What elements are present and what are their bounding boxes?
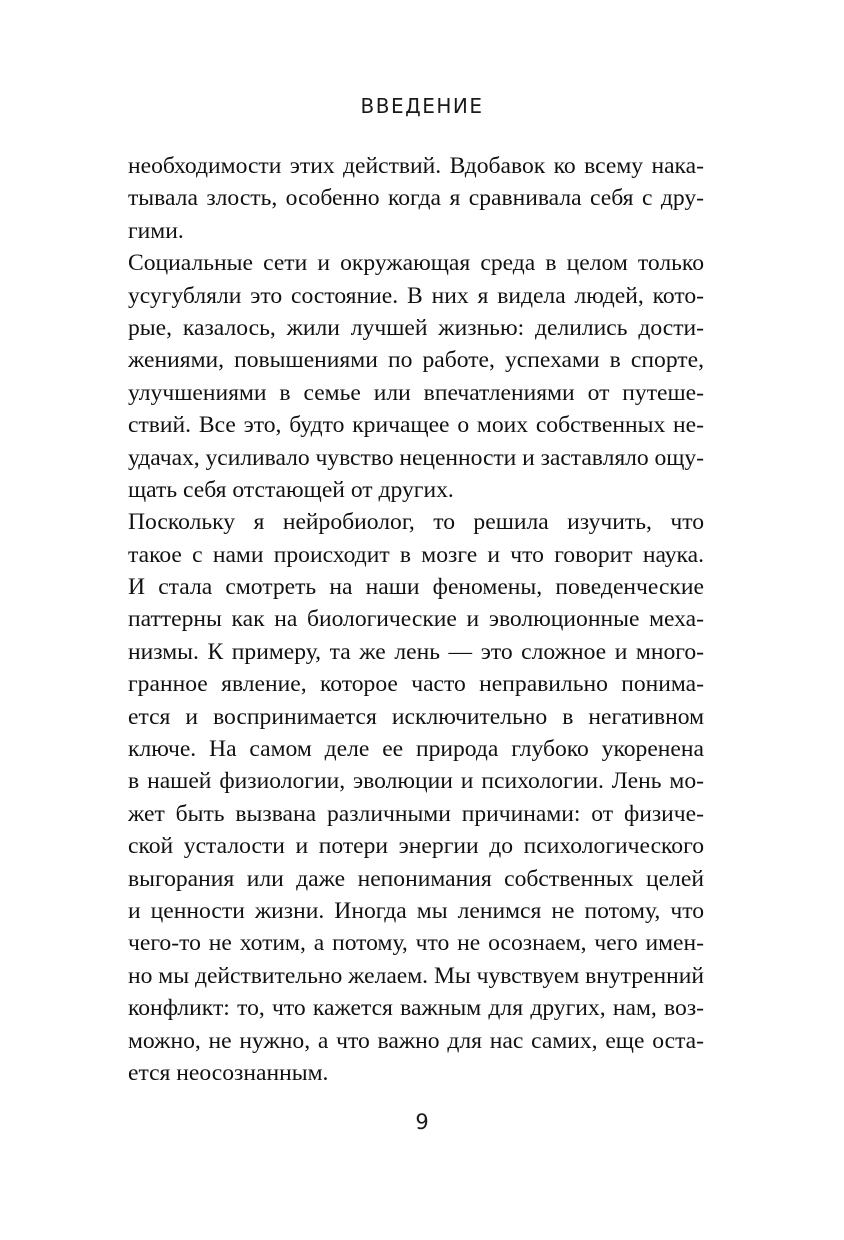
text-line: жениями, повышениями по работе, успехами в спорте, bbox=[128, 347, 704, 374]
running-header: ВВЕДЕНИЕ bbox=[360, 94, 484, 118]
text-line: ется неосознанным. bbox=[128, 1059, 329, 1086]
text-line: можно, не нужно, а что важно для нас самих, еще оста- bbox=[128, 1027, 704, 1054]
text-line: выгорания или даже непонимания собственных целей bbox=[128, 865, 704, 892]
text-line: гими. bbox=[128, 217, 184, 244]
text-line: тывала злость, особенно когда я сравнивала себя с дру- bbox=[128, 185, 704, 212]
text-line: гранное явление, которое часто неправильно понима- bbox=[128, 671, 704, 698]
page-number: 9 bbox=[415, 1110, 429, 1134]
text-line: низмы. К примеру, та же лень — это сложное и много- bbox=[128, 638, 704, 665]
text-line: чего-то не хотим, а потому, что не осознаем, чего имен- bbox=[128, 930, 704, 957]
text-line: такое с нами происходит в мозге и что говорит наука. bbox=[128, 541, 704, 568]
text-line: улучшениями в семье или впечатлениями от путеше- bbox=[128, 379, 704, 406]
text-line: ключе. На самом деле ее природа глубоко укоренена bbox=[128, 736, 704, 763]
text-line: в нашей физиологии, эволюции и психологии. Лень мо- bbox=[128, 768, 704, 795]
text-line: Поскольку я нейробиолог, то решила изучить, что bbox=[128, 509, 704, 536]
text-line: ется и воспринимается исключительно в негативном bbox=[128, 703, 704, 730]
text-line: удачах, усиливало чувство неценности и заставляло ощу- bbox=[128, 444, 704, 471]
text-line: но мы действительно желаем. Мы чувствуем внутренний bbox=[128, 962, 704, 989]
text-line: паттерны как на биологические и эволюционные меха- bbox=[128, 606, 704, 633]
text-line: конфликт: то, что кажется важным для других, нам, воз- bbox=[128, 995, 704, 1022]
text-line: щать себя отстающей от других. bbox=[128, 476, 454, 503]
text-line: жет быть вызвана различными причинами: от физиче- bbox=[128, 800, 704, 827]
text-line: рые, казалось, жили лучшей жизнью: делились дости- bbox=[128, 314, 704, 341]
text-line: и ценности жизни. Иногда мы ленимся не потому, что bbox=[128, 897, 704, 924]
text-line: Социальные сети и окружающая среда в целом только bbox=[128, 250, 704, 277]
text-line: усугубляли это состояние. В них я видела людей, кото- bbox=[128, 282, 704, 309]
text-line: ствий. Все это, будто кричащее о моих собственных не- bbox=[128, 412, 704, 439]
paragraph bbox=[128, 150, 704, 247]
paragraph bbox=[128, 506, 704, 1089]
paragraph bbox=[128, 247, 704, 506]
text-line: необходимости этих действий. Вдобавок ко всему нака- bbox=[128, 153, 704, 179]
body-text bbox=[128, 150, 704, 1089]
text-line: ской усталости и потери энергии до психологического bbox=[128, 833, 704, 860]
text-line: И стала смотреть на наши феномены, поведенческие bbox=[128, 574, 704, 601]
